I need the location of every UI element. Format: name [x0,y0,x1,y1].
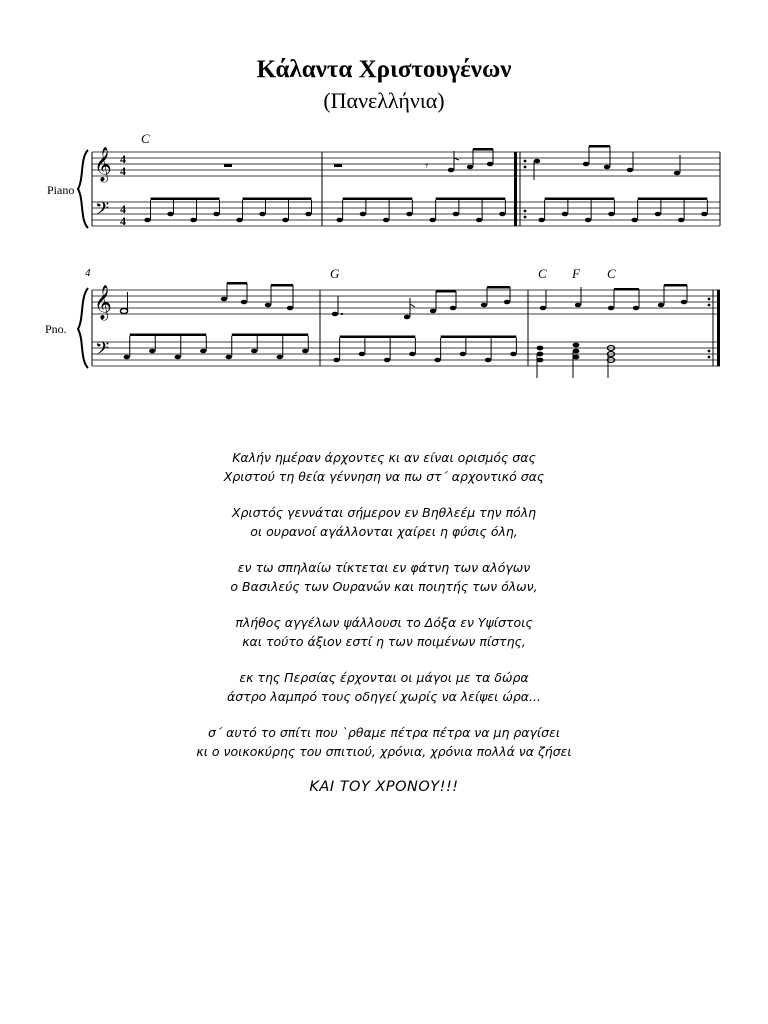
bass-staff-2 [92,342,720,366]
bass-note [538,218,544,223]
half-rest [224,164,232,167]
lyrics-stanza [0,448,768,486]
melody-measure-4 [120,282,293,314]
bass-note [406,212,412,217]
bass-note [678,218,684,223]
melody-measure-6 [540,284,687,310]
bass-note [485,358,491,363]
bass-staff-1 [92,202,720,226]
chord-symbol: C [538,266,547,281]
lyrics-line: Χριστός γεννάται σήμερον εν Βηθλεέμ την πόλη [231,505,537,520]
svg-text:4: 4 [120,214,126,228]
grand-staff-brace [78,288,88,368]
svg-text:4: 4 [120,164,126,178]
lyrics-line: άστρο λαμπρό τους οδηγεί χωρίς να λείψει ώρα... [227,689,541,704]
bass-note [167,212,173,217]
time-signature [120,152,126,228]
bass-note [213,212,219,217]
bass-note [453,212,459,217]
chord-symbol: C [607,266,616,281]
lyrics-line: οι ουρανοί αγάλλονται χαίρει η φύσις όλη, [250,524,518,539]
chord-symbol: F [572,266,580,281]
bass-eighth-notes [124,198,708,363]
bass-note [149,349,155,354]
bass-note [608,212,614,217]
lyrics-stanza [0,668,768,706]
bass-note [360,212,366,217]
bass-note [333,358,339,363]
bass-note [434,358,440,363]
melody-measure-3 [534,145,680,180]
lyrics-line: ο Βασιλεύς των Ουρανών και ποιητής των όλων, [230,579,538,594]
chord-symbol: C [141,131,150,146]
bass-note [476,218,482,223]
bass-note [384,358,390,363]
bass-note [460,352,466,357]
song-title: Κάλαντα Χριστουγένων [256,56,512,83]
bass-clef-icon: 𝄢 [95,198,110,223]
bass-clef-icon: 𝄢 [95,338,110,363]
chord-symbol: G [330,266,340,281]
repeat-start-barline [514,152,526,226]
bass-note [190,218,196,223]
half-rest [334,164,342,167]
treble-clef-icon: 𝄞 [94,286,112,319]
bass-note [305,212,311,217]
lyrics-line: κι ο νοικοκύρης του σπιτιού, χρόνια, χρόνια πολλά να ζήσει [196,744,572,759]
svg-text:4: 4 [120,202,126,216]
bass-note [499,212,505,217]
song-subtitle: (Πανελλήνια) [323,88,445,113]
measure-number: 4 [85,267,91,279]
instrument-label-full: Piano [47,183,75,197]
lyrics-line: πλήθος αγγέλων ψάλλουσι το Δόξα εν Υψίστοις [235,615,533,630]
bass-note [562,212,568,217]
bass-note [585,218,591,223]
bass-note [701,212,707,217]
lyrics-block [0,448,768,797]
lyrics-stanza [0,558,768,596]
eighth-rest: 𝄾 [425,159,429,173]
bass-note [282,218,288,223]
lyrics-line: εκ της Περσίας έρχονται οι μάγοι με τα δώρα [239,670,529,685]
treble-staff-1 [92,152,720,176]
bass-note [336,218,342,223]
bass-note [251,349,257,354]
closing-line: ΚΑΙ ΤΟΥ ΧΡΟΝΟΥ!!! [309,779,459,795]
lyrics-stanza [0,723,768,761]
bass-note [124,355,130,360]
bass-note [359,352,365,357]
bass-note [236,218,242,223]
bass-note [277,355,283,360]
bass-note [429,218,435,223]
bass-note [409,352,415,357]
treble-clef-icon: 𝄞 [94,148,112,181]
instrument-label-short: Pno. [45,322,67,336]
music-score [0,0,768,420]
bass-note [631,218,637,223]
grand-staff-brace [78,150,88,228]
bass-note [175,355,181,360]
bass-note [302,349,308,354]
bass-note [226,355,232,360]
treble-staff-2 [92,290,720,314]
lyrics-line: σ΄ αυτό το σπίτι που `ρθαμε πέτρα πέτρα να μη ραγίσει [207,725,561,740]
lyrics-stanza [0,613,768,651]
system-1 [47,131,720,228]
lyrics-line: Χριστού τη θεία γέννηση να πω στ΄ αρχοντικό σας [223,469,545,484]
svg-text:4: 4 [120,152,126,166]
lyrics-line: εν τω σπηλαίω τίκτεται εν φάτνη των αλόγων [237,560,531,575]
bass-note [259,212,265,217]
bass-note [383,218,389,223]
repeat-end-barline [708,290,720,366]
lyrics-stanza [0,503,768,541]
bass-note [144,218,150,223]
system-2 [45,198,720,379]
bass-note [655,212,661,217]
bass-note [510,352,516,357]
lyrics-line: Καλήν ημέραν άρχοντες κι αν είναι ορισμός σας [232,450,536,465]
bass-note [200,349,206,354]
lyrics-line: και τούτο άξιον εστί η των ποιμένων πίστης, [242,634,526,649]
